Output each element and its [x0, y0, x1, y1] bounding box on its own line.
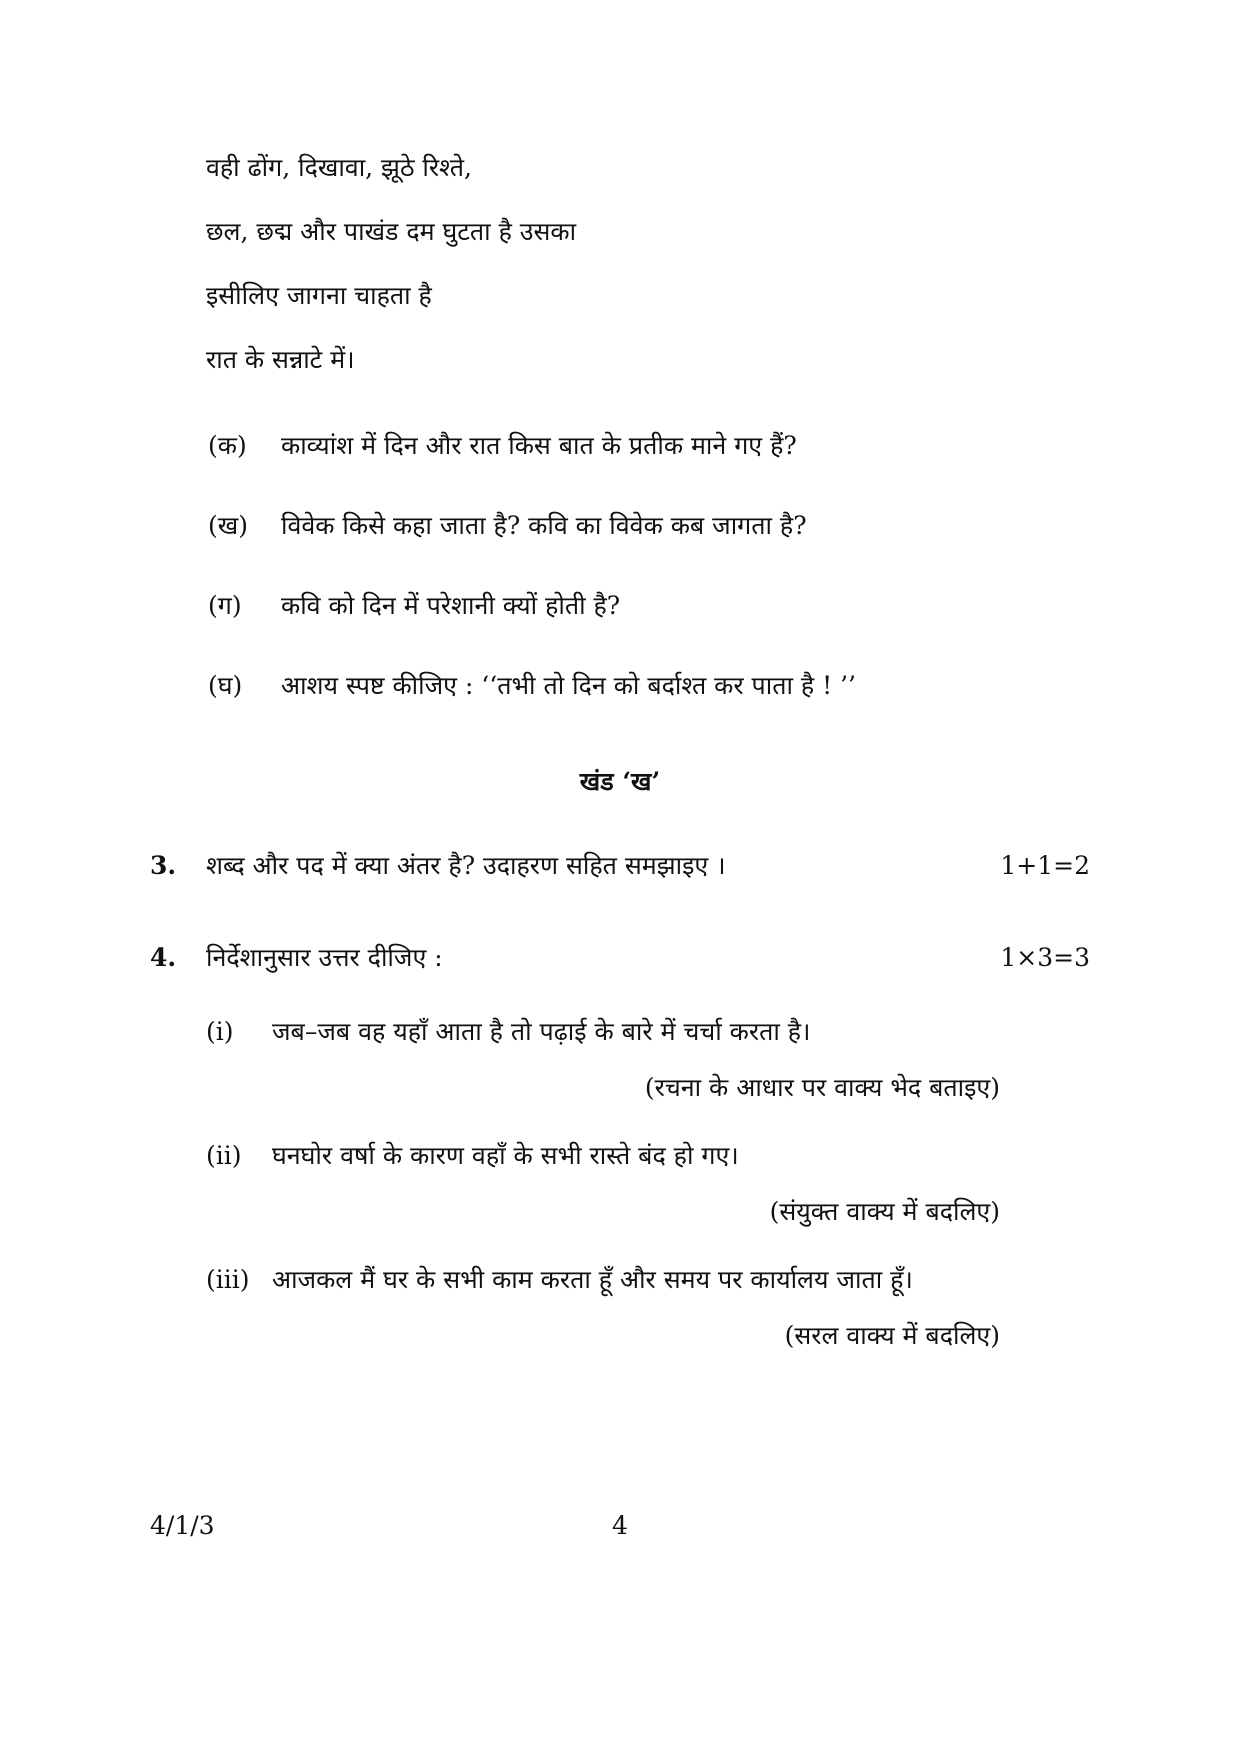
poem-line-3: इसीलिए जागना चाहता है — [206, 281, 432, 310]
item-i-text: जब–जब वह यहाँ आता है तो पढ़ाई के बारे में चर्चा करता है। — [272, 1017, 811, 1046]
subquestion-label-ka: (क) — [208, 431, 247, 460]
subquestion-label-gha: (घ) — [208, 671, 243, 700]
section-heading: खंड ‘ख’ — [579, 767, 661, 796]
footer-paper-code: 4/1/3 — [150, 1511, 215, 1540]
item-iii-label: (iii) — [206, 1265, 250, 1294]
item-ii-instruction: (संयुक्त वाक्य में बदलिए) — [769, 1197, 1000, 1226]
subquestion-text-ka: काव्यांश में दिन और रात किस बात के प्रतीक माने गए हैं? — [281, 431, 797, 460]
poem-line-4: रात के सन्नाटे में। — [206, 345, 355, 374]
question-3-number: 3. — [150, 851, 177, 880]
subquestion-text-kha: विवेक किसे कहा जाता है? कवि का विवेक कब जागता है? — [281, 511, 807, 540]
item-i-instruction: (रचना के आधार पर वाक्य भेद बताइए) — [644, 1073, 1000, 1102]
poem-line-2: छल, छद्म और पाखंड दम घुटता है उसका — [206, 217, 577, 246]
question-3-marks: 1+1=2 — [1000, 851, 1090, 880]
subquestion-label-ga: (ग) — [208, 591, 242, 620]
question-4-text: निर्देशानुसार उत्तर दीजिए : — [206, 943, 443, 972]
subquestion-label-kha: (ख) — [208, 511, 248, 540]
item-ii-text: घनघोर वर्षा के कारण वहाँ के सभी रास्ते बंद हो गए। — [272, 1141, 739, 1170]
question-4-marks: 1×3=3 — [1000, 943, 1090, 972]
item-ii-label: (ii) — [206, 1141, 242, 1170]
item-iii-text: आजकल मैं घर के सभी काम करता हूँ और समय पर कार्यालय जाता हूँ। — [272, 1265, 913, 1294]
subquestion-text-gha: आशय स्पष्ट कीजिए : ‘‘तभी तो दिन को बर्दाश्त कर पाता है ! ’’ — [281, 671, 856, 700]
item-i-label: (i) — [206, 1017, 234, 1046]
question-4-number: 4. — [150, 943, 177, 972]
question-3-text: शब्द और पद में क्या अंतर है? उदाहरण सहित समझाइए । — [206, 851, 726, 880]
poem-line-1: वही ढोंग, दिखावा, झूठे रिश्ते, — [206, 153, 472, 182]
footer-page-number: 4 — [612, 1511, 628, 1540]
subquestion-text-ga: कवि को दिन में परेशानी क्यों होती है? — [281, 591, 621, 620]
item-iii-instruction: (सरल वाक्य में बदलिए) — [784, 1321, 1000, 1350]
